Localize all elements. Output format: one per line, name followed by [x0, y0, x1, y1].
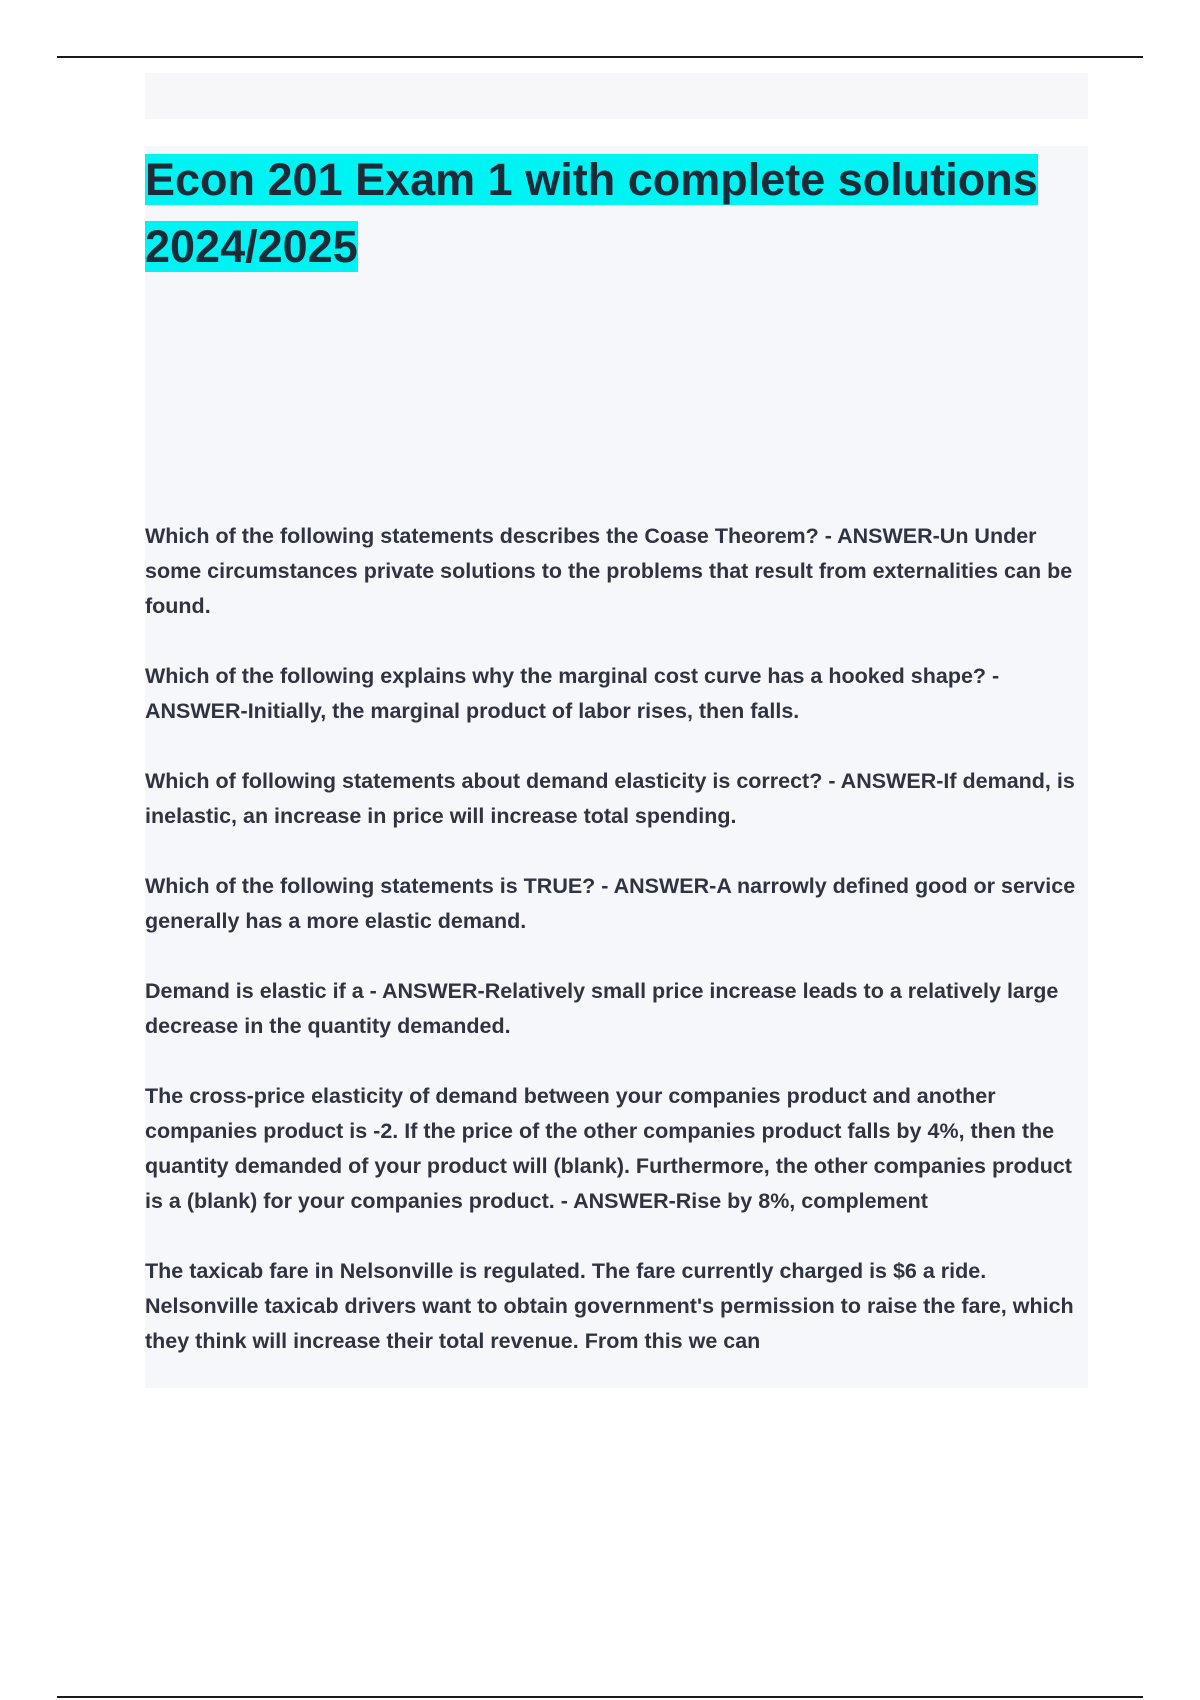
qa-list [145, 519, 1088, 1394]
top-rule [57, 56, 1143, 58]
title-line-2: 2024/2025 [145, 221, 358, 272]
header-strip [145, 73, 1088, 119]
document-title [145, 146, 1088, 280]
document-body [145, 146, 1088, 1388]
qa-item: The cross-price elasticity of demand between your companies product and another companies product is -2. If the price of the other companies product falls by 4%, then the quantity demanded of your product will (blank). Furthermore, the other companies product is a (blank) for your companies product. - ANSWER-Rise by 8%, complement [145, 1084, 1072, 1213]
bottom-rule [57, 1696, 1143, 1698]
qa-item: Demand is elastic if a - ANSWER-Relatively small price increase leads to a relatively large decrease in the quantity demanded. [145, 979, 1059, 1038]
title-line-1: Econ 201 Exam 1 with complete solutions [145, 154, 1038, 205]
qa-item: Which of following statements about demand elasticity is correct? - ANSWER-If demand, is inelastic, an increase in price will increase total spending. [145, 769, 1075, 828]
qa-item: Which of the following statements is TRUE? - ANSWER-A narrowly defined good or service generally has a more elastic demand. [145, 874, 1076, 933]
qa-item: The taxicab fare in Nelsonville is regulated. The fare currently charged is $6 a ride. Nelsonville taxicab drivers want to obtain government's permission to raise the fare, which they think will increase their total revenue. From this we can [145, 1259, 1074, 1353]
qa-item: Which of the following explains why the marginal cost curve has a hooked shape? - ANSWER-Initially, the marginal product of labor rises, then falls. [145, 664, 1000, 723]
qa-item: Which of the following statements describes the Coase Theorem? - ANSWER-Un Under some circumstances private solutions to the problems that result from externalities can be found. [145, 524, 1073, 618]
